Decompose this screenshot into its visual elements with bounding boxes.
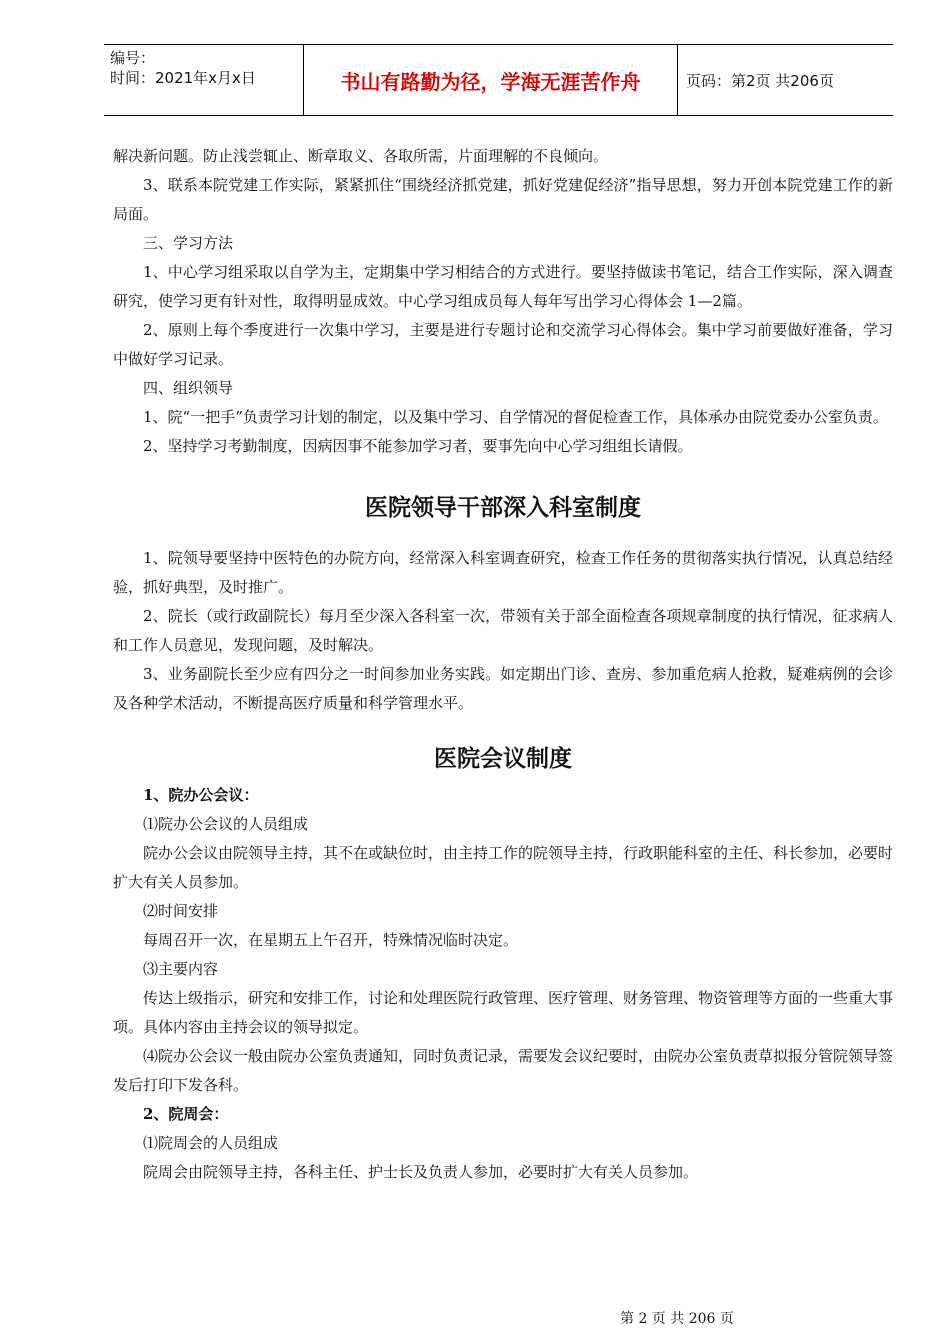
subsection-heading: 1、院办公会议： bbox=[143, 786, 259, 804]
paragraph: 1、中心学习组采取以自学为主，定期集中学习相结合的方式进行。要坚持做读书笔记，结合工作实际，深入调查研究，使学习更有针对性，取得明显成效。中心学习组成员每人每年写出学习心得体会 1—2篇。 bbox=[113, 263, 893, 310]
paragraph: 2、原则上每个季度进行一次集中学习，主要是进行专题讨论和交流学习心得体会。集中学习前要做好准备，学习中做好学习记录。 bbox=[113, 321, 893, 368]
header-page-label: 页码：第2页 共206页 bbox=[686, 71, 834, 90]
paragraph: 传达上级指示，研究和安排工作，讨论和处理医院行政管理、医疗管理、财务管理、物资管理等方面的一些重大事项。具体内容由主持会议的领导拟定。 bbox=[113, 989, 894, 1036]
section-title: 医院领导干部深入科室制度 bbox=[365, 495, 641, 521]
subsection-heading: 2、院周会： bbox=[143, 1105, 229, 1123]
paragraph: 院周会由院领导主持，各科主任、护士长及负责人参加，必要时扩大有关人员参加。 bbox=[143, 1163, 699, 1181]
header-motto: 书山有路勤为径，学海无涯苦作舟 bbox=[304, 45, 678, 115]
paragraph: 1、院“一把手”负责学习计划的制定，以及集中学习、自学情况的督促检查工作，具体承办由院党委办公室负责。 bbox=[143, 408, 888, 426]
header-number-label: 编号： bbox=[110, 49, 156, 67]
page-header bbox=[104, 44, 893, 116]
header-time-label: 时间：2021年x月x日 bbox=[110, 69, 256, 87]
paragraph: 3、联系本院党建工作实际，紧紧抓住“围绕经济抓党建，抓好党建促经济”指导思想，努力开创本院党建工作的新局面。 bbox=[113, 176, 893, 223]
section-title: 医院会议制度 bbox=[434, 746, 572, 772]
paragraph: 每周召开一次，在星期五上午召开，特殊情况临时决定。 bbox=[143, 931, 519, 949]
paragraph: 1、院领导要坚持中医特色的办院方向，经常深入科室调查研究，检查工作任务的贯彻落实执行情况，认真总结经验，抓好典型，及时推广。 bbox=[113, 549, 893, 596]
paragraph: 2、坚持学习考勤制度，因病因事不能参加学习者，要事先向中心学习组组长请假。 bbox=[143, 437, 693, 455]
paragraph: 3、业务副院长至少应有四分之一时间参加业务实践。如定期出门诊、查房、参加重危病人抢救，疑难病例的会诊及各种学术活动，不断提高医疗质量和科学管理水平。 bbox=[113, 665, 893, 712]
paragraph: ⑴院周会的人员组成 bbox=[143, 1134, 279, 1152]
paragraph: ⑴院办公会议的人员组成 bbox=[143, 815, 309, 833]
document-body bbox=[113, 142, 893, 1187]
paragraph: ⑶主要内容 bbox=[143, 960, 219, 978]
paragraph: ⑷院办公会议一般由院办公室负责通知，同时负责记录，需要发会议纪要时，由院办公室负责草拟报分管院领导签发后打印下发各科。 bbox=[113, 1047, 894, 1094]
header-meta bbox=[104, 45, 304, 115]
paragraph: 解决新问题。防止浅尝辄止、断章取义、各取所需，片面理解的不良倾向。 bbox=[113, 147, 609, 165]
section-heading: 三、学习方法 bbox=[143, 234, 234, 252]
paragraph: 2、院长（或行政副院长）每月至少深入各科室一次，带领有关于部全面检查各项规章制度的执行情况，征求病人和工作人员意见，发现问题，及时解决。 bbox=[113, 607, 893, 654]
paragraph: 院办公会议由院领导主持，其不在或缺位时，由主持工作的院领导主持，行政职能科室的主任、科长参加，必要时扩大有关人员参加。 bbox=[113, 844, 894, 891]
section-heading: 四、组织领导 bbox=[143, 379, 234, 397]
paragraph: ⑵时间安排 bbox=[143, 902, 219, 920]
page-footer: 第 2 页 共 206 页 bbox=[620, 1311, 734, 1327]
